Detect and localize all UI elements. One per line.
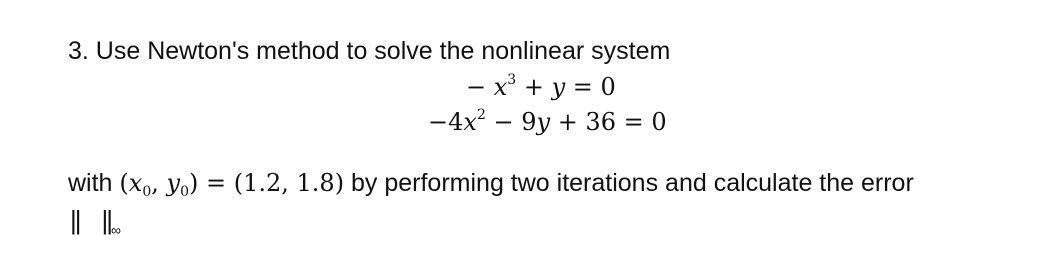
eq1-exponent: 3 [507, 72, 517, 88]
eq2-rhs: + 36 = 0 [550, 108, 667, 136]
eq2-mid: − 9 [485, 108, 537, 136]
norm-right-bar: || [101, 205, 112, 235]
problem-statement-text: 3. Use Newton's method to solve the nonlinear system [68, 37, 671, 65]
norm-subscript: ∞ [111, 222, 122, 238]
close-paren: ) [189, 169, 199, 197]
eq1-plus: + [516, 73, 552, 101]
open-paren: ( [119, 169, 129, 197]
norm-left-bar: || [70, 205, 80, 235]
eq1-lead: − [466, 73, 494, 101]
y0-var: y [166, 169, 181, 197]
x0-sub: 0 [142, 184, 152, 200]
equation-1 [466, 73, 616, 101]
initial-condition-line [68, 169, 914, 198]
equation-2 [428, 108, 667, 136]
eq1-var-x: x [493, 73, 508, 101]
eq1-rhs: = 0 [565, 73, 616, 101]
comma: , [151, 169, 167, 197]
eq1-var-y: y [551, 73, 566, 101]
eq2-var-y: y [536, 108, 551, 136]
initial-value: = (1.2, 1.8) [198, 169, 345, 197]
eq2-var-x: x [463, 108, 477, 136]
problem-title [68, 37, 670, 66]
with-label: with [68, 169, 120, 197]
eq2-exponent: 2 [476, 107, 486, 123]
initial-point [119, 169, 345, 200]
y0-sub: 0 [180, 184, 189, 200]
x0-var: x [128, 169, 143, 197]
condition-tail: by performing two iterations and calculate the error [344, 169, 914, 197]
eq2-lead: −4 [428, 108, 464, 136]
infinity-norm [70, 205, 121, 238]
